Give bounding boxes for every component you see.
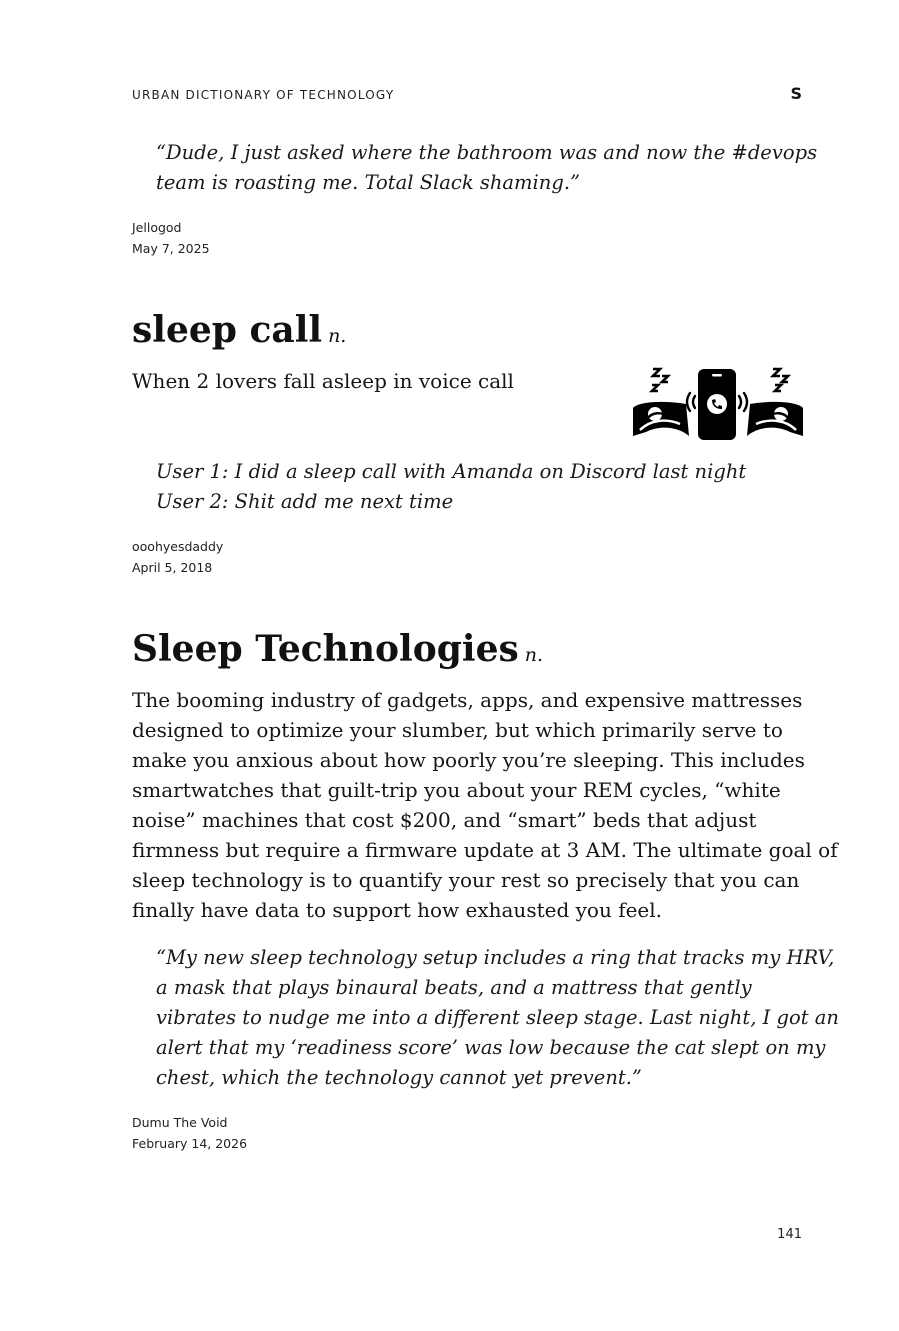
definition-line: smartwatches that guilt-trip you about your REM cycles, “white <box>132 778 781 802</box>
quote-line: User 1: I did a sleep call with Amanda on Discord last night <box>156 460 747 483</box>
definition-line: noise” machines that cost $200, and “smart” beds that adjust <box>132 808 757 832</box>
page-number: 141 <box>777 1227 802 1242</box>
part-of-speech: n. <box>524 644 544 666</box>
running-head <box>132 84 802 108</box>
definition-line: The booming industry of gadgets, apps, and expensive mattresses <box>132 688 803 712</box>
quote-line: “My new sleep technology setup includes a ring that tracks my HRV, <box>156 946 835 969</box>
date: February 14, 2026 <box>132 1136 248 1151</box>
quote-line: vibrates to nudge me into a different sleep stage. Last night, I got an <box>156 1006 839 1029</box>
example-quote-prev <box>156 138 818 198</box>
definition-line: When 2 lovers fall asleep in voice call <box>132 369 514 393</box>
headword-sleep-technologies <box>132 627 543 677</box>
example-quote-sleep-technologies <box>156 943 839 1093</box>
author: Dumu The Void <box>132 1115 228 1130</box>
quote-line: chest, which the technology cannot yet prevent.” <box>156 1066 642 1089</box>
definition-sleep-technologies <box>132 685 838 925</box>
example-quote-sleep-call <box>156 457 804 517</box>
attribution-sleep-technologies <box>132 1112 247 1154</box>
author: ooohyesdaddy <box>132 539 224 554</box>
section-letter: S <box>790 84 802 103</box>
author: Jellogod <box>132 220 182 235</box>
book-title: URBAN DICTIONARY OF TECHNOLOGY <box>132 88 395 102</box>
attribution-prev <box>132 217 210 259</box>
headword-text: sleep call <box>132 309 323 351</box>
quote-line: team is roasting me. Total Slack shaming.” <box>156 171 580 194</box>
headword-sleep-call <box>132 308 346 358</box>
attribution-sleep-call <box>132 536 223 578</box>
quote-line: alert that my ‘readiness score’ was low because the cat slept on my <box>156 1036 826 1059</box>
definition-line: designed to optimize your slumber, but which primarily serve to <box>132 718 783 742</box>
quote-line: User 2: Shit add me next time <box>156 490 454 513</box>
quote-line: “Dude, I just asked where the bathroom was and now the #devops <box>156 141 818 164</box>
quote-line: a mask that plays binaural beats, and a mattress that gently <box>156 976 752 999</box>
date: April 5, 2018 <box>132 560 213 575</box>
definition-line: finally have data to support how exhausted you feel. <box>132 898 663 922</box>
date: May 7, 2025 <box>132 241 210 256</box>
definition-line: make you anxious about how poorly you’re sleeping. This includes <box>132 748 805 772</box>
definition-line: firmness but require a firmware update at 3 AM. The ultimate goal of <box>132 838 838 862</box>
headword-text: Sleep Technologies <box>132 628 519 670</box>
sleeping-phone-call-icon <box>632 366 804 442</box>
sleeping-phone-call-illustration <box>632 366 804 442</box>
part-of-speech: n. <box>328 325 347 347</box>
definition-line: sleep technology is to quantify your rest so precisely that you can <box>132 868 800 892</box>
